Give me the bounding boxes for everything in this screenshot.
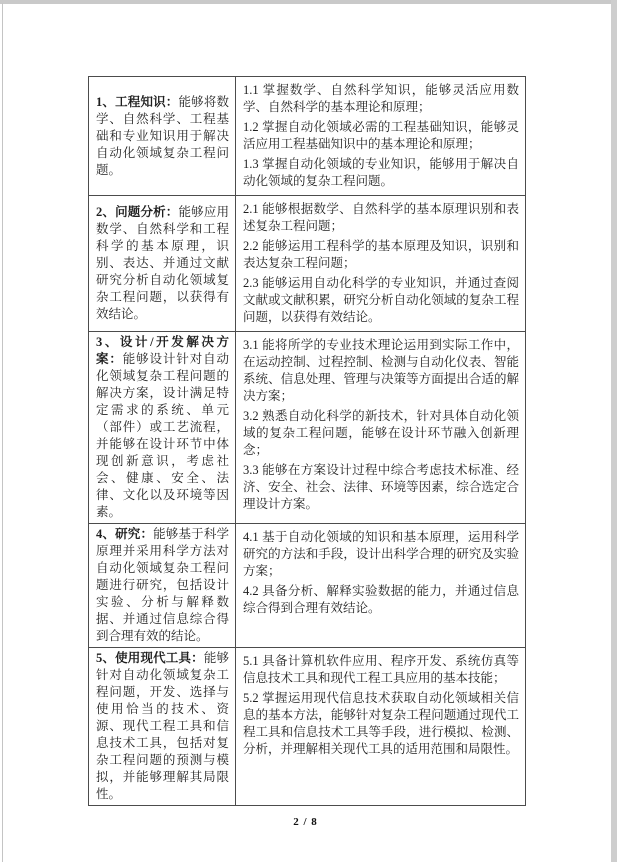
requirement-title: 2、问题分析：: [96, 205, 179, 219]
requirement-cell: [89, 648, 236, 806]
indicator-cell: [236, 648, 526, 806]
requirement-title: 4、研究：: [96, 527, 154, 541]
indicator-cell: [236, 524, 526, 648]
requirement-body: 能够将数学、自然科学、工程基础和专业知识用于解决自动化领域复杂工程问题。: [96, 94, 229, 177]
indicator-item: 5.2 掌握运用现代信息技术获取自动化领域相关信息的基本方法，能够针对复杂工程问题通过现代工程工具和信息技术工具等手段，进行模拟、检测、分析，并理解相关现代工具的适用范围和局限性。: [243, 691, 519, 756]
indicator-item: 2.1 能够根据数学、自然科学的基本原理识别和表述复杂工程问题；: [243, 202, 519, 233]
page-edge-left: [2, 3, 3, 862]
indicator-item: 3.2 熟悉自动化科学的新技术，针对具体自动化领域的复杂工程问题，能够在设计环节融入创新理念；: [243, 409, 519, 457]
requirement-body: 能够针对自动化领域复杂工程问题，开发、选择与使用恰当的技术、资源、现代工程工具和信息技术工具，包括对复杂工程问题的预测与模拟，并能够理解其局限性。: [96, 651, 229, 801]
requirement-body: 能够设计针对自动化领域复杂工程问题的解决方案，设计满足特定需求的系统、单元（部件）或工艺流程，并能够在设计环节中体现创新意识，考虑社会、健康、安全、法律、文化以及环境等因素。: [96, 352, 229, 519]
indicator-cell: [236, 332, 526, 524]
indicator-item: 1.1 掌握数学、自然科学知识，能够灵活应用数学、自然科学的基本理论和原理；: [243, 83, 519, 114]
indicator-item: 4.1 基于自动化领域的知识和基本原理，运用科学研究的方法和手段，设计出科学合理的研究及实验方案；: [243, 530, 519, 578]
indicator-item: 2.2 能够运用工程科学的基本原理及知识，识别和表达复杂工程问题；: [243, 239, 519, 270]
indicator-item: 1.2 掌握自动化领域必需的工程基础知识，能够灵活应用工程基础知识中的基本理论和原理；: [243, 120, 519, 151]
requirements-table-body: [89, 77, 526, 806]
requirement-cell: [89, 77, 236, 196]
requirement-title: 3、设计/开发解决方案：: [96, 335, 229, 366]
page-edge-top: [0, 0, 617, 4]
requirement-cell: [89, 332, 236, 524]
requirement-title: 5、使用现代工具：: [96, 651, 204, 665]
table-row: [89, 77, 526, 196]
requirement-cell: [89, 196, 236, 332]
indicator-item: 1.3 掌握自动化领域的专业知识，能够用于解决自动化领域的复杂工程问题。: [243, 157, 519, 188]
requirement-cell: [89, 524, 236, 648]
indicator-item: 2.3 能够运用自动化科学的专业知识，并通过查阅文献或文献积累，研究分析自动化领域的复杂工程问题，以获得有效结论。: [243, 276, 519, 324]
indicator-item: 3.1 能将所学的专业技术理论运用到实际工作中，在运动控制、过程控制、检测与自动化仪表、智能系统、信息处理、管理与决策等方面提出合适的解决方案；: [243, 338, 519, 403]
page-number: 2 / 8: [293, 816, 318, 828]
requirement-body: 能够基于科学原理并采用科学方法对自动化领域复杂工程问题进行研究，包括设计实验、分析与解释数据、并通过信息综合得到合理有效的结论。: [96, 527, 229, 643]
requirements-table: [88, 76, 526, 806]
page-edge-right: [611, 0, 617, 862]
requirement-title: 1、工程知识：: [96, 94, 179, 109]
indicator-cell: [236, 77, 526, 196]
indicator-item: 4.2 具备分析、解释实验数据的能力，并通过信息综合得到合理有效结论。: [243, 584, 519, 615]
requirement-body: 能够应用数学、自然科学和工程科学的基本原理，识别、表达、并通过文献研究分析自动化领域复杂工程问题，以获得有效结论。: [96, 205, 229, 321]
indicator-cell: [236, 196, 526, 332]
table-row: [89, 332, 526, 524]
table-row: [89, 196, 526, 332]
table-row: [89, 648, 526, 806]
indicator-item: 3.3 能够在方案设计过程中综合考虑技术标准、经济、安全、社会、法律、环境等因素，综合选定合理设计方案。: [243, 463, 519, 511]
table-row: [89, 524, 526, 648]
indicator-item: 5.1 具备计算机软件应用、程序开发、系统仿真等信息技术工具和现代工程工具应用的基本技能；: [243, 654, 519, 685]
